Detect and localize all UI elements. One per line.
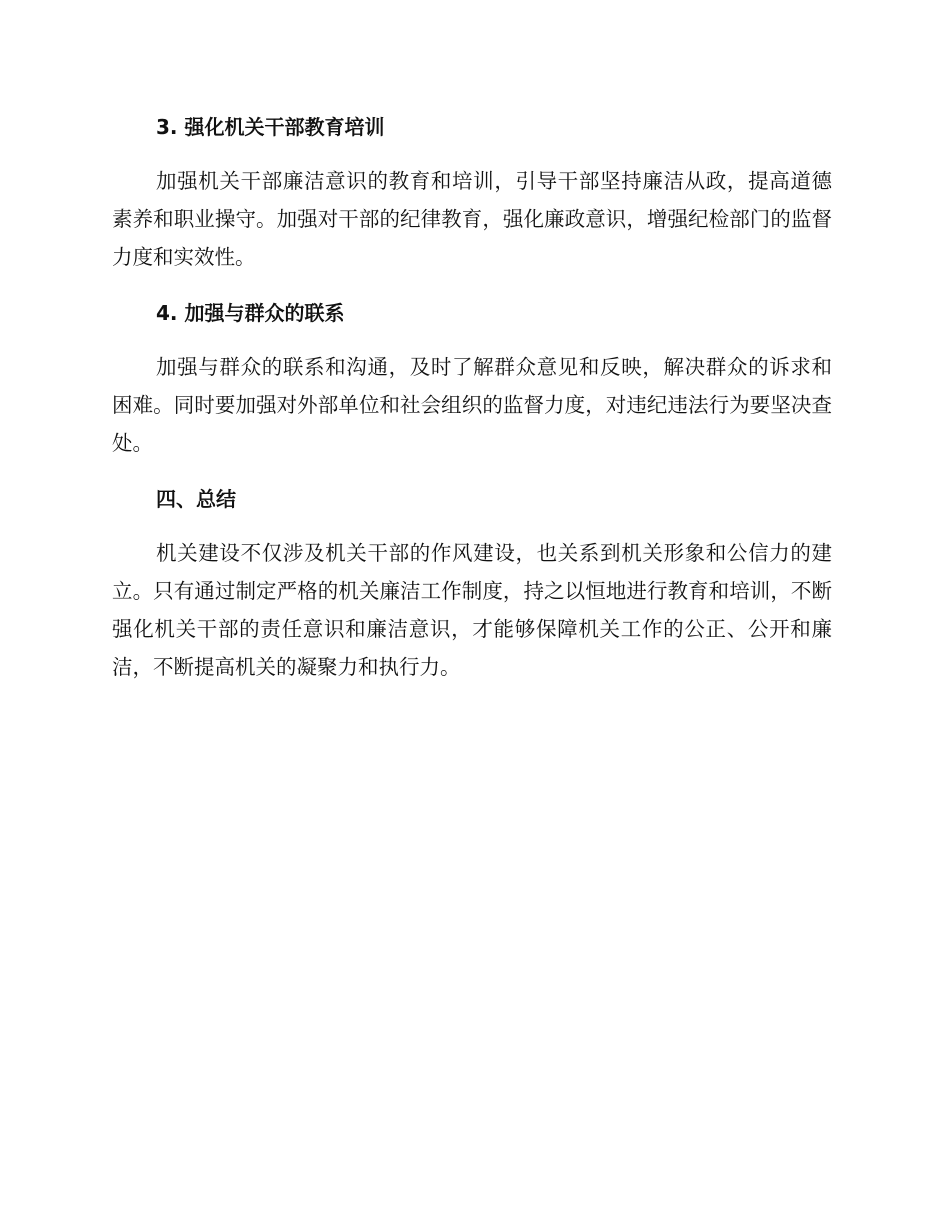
section-paragraph-summary: 机关建设不仅涉及机关干部的作风建设，也关系到机关形象和公信力的建立。只有通过制定严格的机关廉洁工作制度，持之以恒地进行教育和培训，不断强化机关干部的责任意识和廉洁意识，才能够保障机关工作的公正、公开和廉洁，不断提高机关的凝聚力和执行力。	[112, 541, 832, 679]
section-paragraph-training: 加强机关干部廉洁意识的教育和培训，引导干部坚持廉洁从政，提高道德素养和职业操守。加强对干部的纪律教育，强化廉政意识，增强纪检部门的监督力度和实效性。	[112, 169, 832, 269]
section-heading-summary: 四、总结	[156, 487, 236, 511]
section-paragraph-masses: 加强与群众的联系和沟通，及时了解群众意见和反映，解决群众的诉求和困难。同时要加强对外部单位和社会组织的监督力度，对违纪违法行为要坚决查处。	[112, 355, 832, 455]
document-page	[112, 110, 832, 686]
section-heading-training: 3. 强化机关干部教育培训	[156, 115, 385, 139]
section-heading-masses: 4. 加强与群众的联系	[156, 301, 345, 325]
